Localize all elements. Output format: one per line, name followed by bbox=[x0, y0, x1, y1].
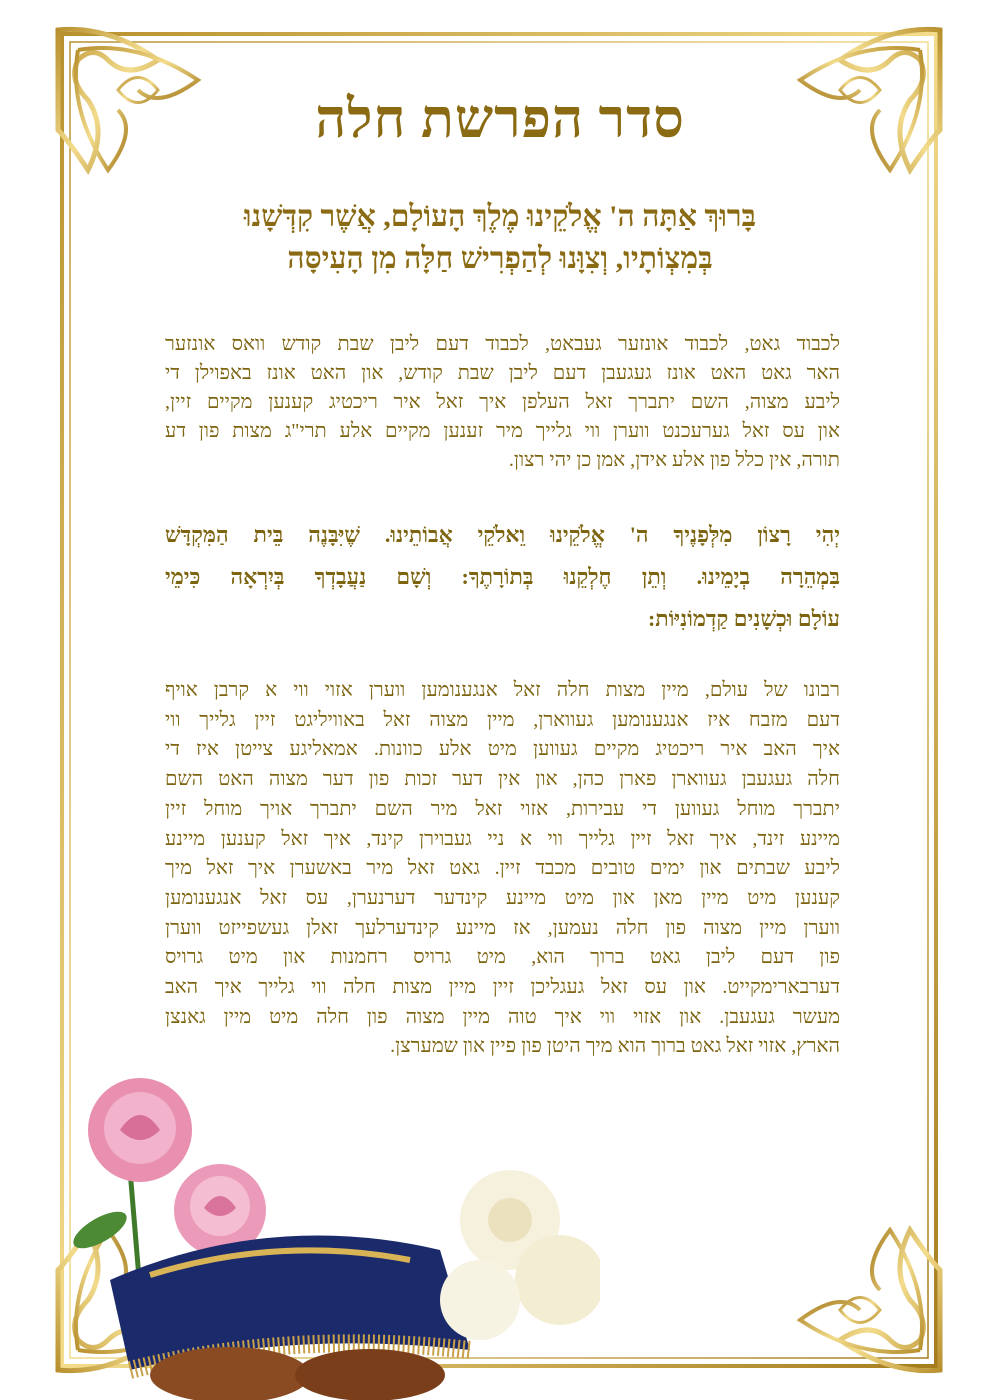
text-line: פון דעם ליבן גאט ברוך הוא, מיט גרויס רחמנות און מיט גרויס bbox=[165, 946, 840, 969]
blessing-text bbox=[150, 196, 850, 280]
text-line: הארץ, אזוי זאל גאט ברוך הוא מיך היטן פון פיין און שמערצן. bbox=[390, 1035, 840, 1058]
text-line: רבונו של עולם, מיין מצות חלה זאל אנגענומען ווערן אזוי ווי א קרבן אויף bbox=[165, 679, 840, 701]
blessing-line: בָּרוּךְ אַתָּה ה' אֱלֹקֵינוּ מֶלֶךְ הָעוֹלָם, אֲשֶׁר קִדְּשָׁנוּ bbox=[243, 200, 757, 233]
text-line: ווערן מיין מצוה פון חלה נעמען, אז מיינע קינדערלעך זאלן געשפייזט ווערן bbox=[165, 916, 840, 939]
text-line: ליבע מצוה, השם יתברך זאל העלפן איך זאל איר ריכטיג קענען מקיים זיין, bbox=[165, 391, 840, 413]
text-line: דעם מזבח איז אנגענומען געווארן, מיין מצוה זאל באוויליגט זיין גלייך ווי bbox=[165, 708, 840, 731]
text-line: יְהִי רָצוֹן מִלְּפָנֶיךָ ה' אֱלֹקֵינוּ וֵאלֹקֵי אֲבוֹתֵינוּ. שֶׁיִּבָּנֶה בֵּית הַמִּקְדָּשׁ bbox=[165, 522, 840, 547]
challah-bread-icon bbox=[150, 1347, 445, 1400]
text-line: חלה געגעבן געווארן פארן כהן, און אין דער זכות פון דער מצוה האט השם bbox=[165, 768, 840, 791]
blessing-line: בְּמִצְוֹתָיו, וְצִוָּנוּ לְהַפְרִישׁ חַלָּה מִן הָעִיסָּה bbox=[287, 242, 713, 275]
text-line: און עס זאל גערעכנט ווערן ווי גלייך מיר זענען מקיים אלע תרי"ג מצות פון דע bbox=[165, 420, 840, 442]
prayer-paragraph bbox=[165, 676, 840, 1062]
text-line: יתברך מוחל געווען די עבירות, אזוי זאל מיר השם יתברך אויך מוחל זיין bbox=[165, 797, 840, 820]
text-line: דערבארימקייט. און עס זאל געגליכן זיין מיין מצות חלה ווי גלייך איך האב bbox=[165, 976, 840, 999]
text-line: מיינע זינד, איך זאל זיין גלייך ווי א ניי געבוירן קינד, איך זאל קענען מיינע bbox=[165, 827, 840, 850]
text-line: עוֹלָם וּכְשָׁנִים קַדְמוֹנִיּוֹת: bbox=[647, 606, 840, 631]
text-line: האר גאט האט אונז געגעבן דעם ליבן שבת קודש, און האט אונז באפוילן די bbox=[165, 362, 840, 384]
text-line: קענען מיט מיין מאן און מיט מיינע קינדער דערנערן, עס זאל אנגענומען bbox=[165, 886, 840, 909]
challah-cover-icon bbox=[110, 1235, 470, 1370]
text-line: תורה, אין כלל פון אלע אידן, אמן כן יהי רצון. bbox=[508, 449, 840, 471]
yehi-ratzon-paragraph bbox=[165, 514, 840, 640]
white-rose-icon bbox=[440, 1170, 600, 1340]
dedication-paragraph bbox=[165, 330, 840, 475]
text-line: לכבוד גאט, לכבוד אונזער געבאט, לכבוד דעם ליבן שבת קודש וואס אונזער bbox=[165, 333, 840, 355]
page-title: סדר הפרשת חלה bbox=[315, 89, 685, 149]
text-line: איך האב איר ריכטיג מקיים געווען מיט אלע כוונות. אמאליגע צייטן איז די bbox=[165, 738, 840, 761]
challah-roses-illustration bbox=[40, 1060, 600, 1400]
text-line: מעשר געגעבן. און אזוי ווי איך טוה מיין מצוה פון חלה מיט מיין גאנצן bbox=[165, 1005, 840, 1028]
text-line: בִּמְהֵרָה בְיָמֵינוּ. וְתֵן חֶלְקֵנוּ בְּתוֹרָתֶךָ: וְשָׁם נַעֲבָדְךָ בְּיִרְאָה כִּימֵי bbox=[165, 564, 840, 589]
text-line: ליבע שבתים און ימים טובים מכבד זיין. גאט זאל מיר באשערן איך זאל מיך bbox=[165, 857, 840, 880]
